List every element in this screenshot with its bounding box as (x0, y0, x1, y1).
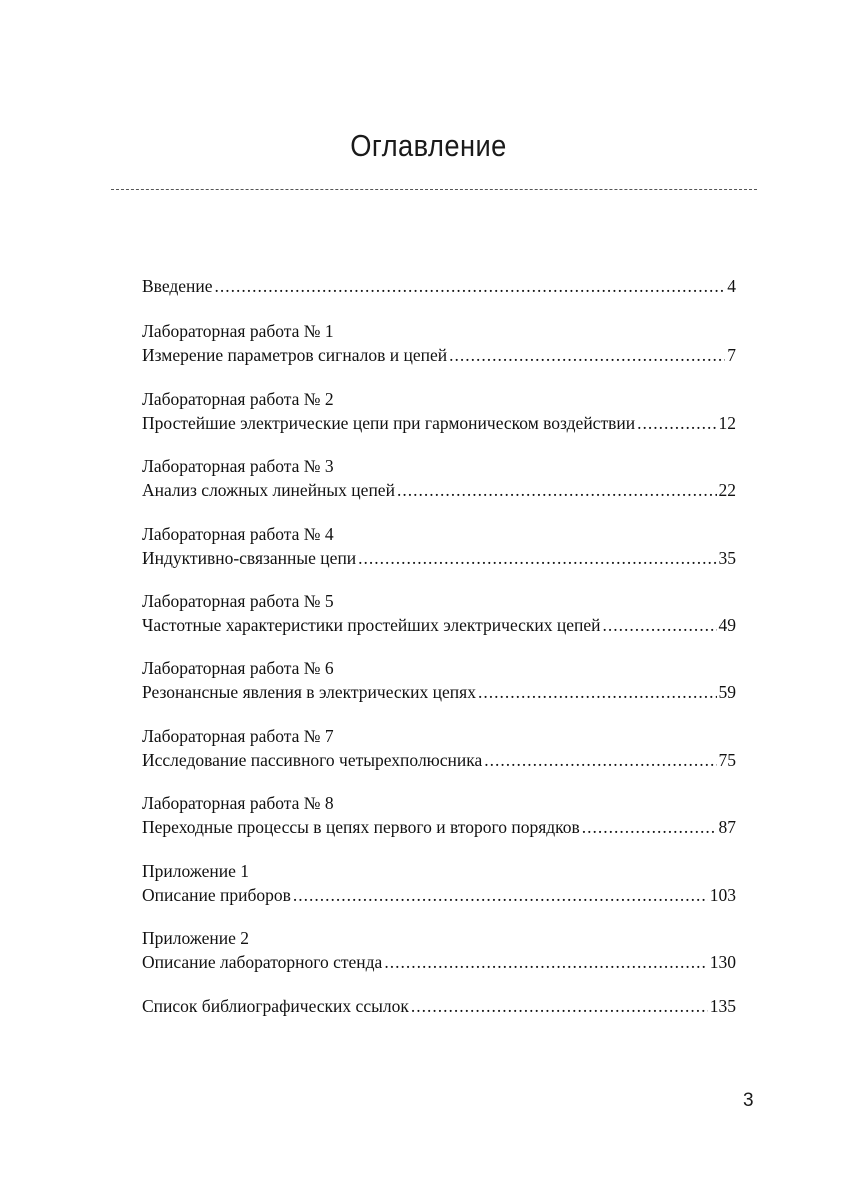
toc-page-number: 49 (718, 615, 736, 635)
toc-heading: Лабораторная работа № 3 (142, 456, 334, 476)
toc-heading: Лабораторная работа № 8 (142, 793, 334, 813)
toc-entry-label: Исследование пассивного четырехполюсника (142, 750, 483, 770)
toc-page-number: 103 (709, 885, 736, 905)
toc-entry-label: Описание лабораторного стенда (142, 952, 383, 972)
toc-heading: Лабораторная работа № 6 (142, 658, 334, 678)
toc-leader-dots (449, 344, 725, 366)
toc-page-number: 75 (718, 750, 736, 770)
toc-page-number: 12 (718, 413, 736, 433)
toc-item-introduction[interactable] (142, 275, 736, 297)
toc-entry-label: Список библиографических ссылок (142, 996, 409, 1016)
toc-heading: Приложение 1 (142, 861, 250, 881)
page-number: 3 (743, 1090, 754, 1111)
toc-entry-label: Анализ сложных линейных цепей (142, 480, 395, 500)
title-divider (111, 189, 757, 190)
page-title: Оглавление (350, 128, 507, 163)
toc-page-number: 87 (718, 817, 736, 837)
toc-heading: Приложение 2 (142, 928, 250, 948)
toc-heading: Лабораторная работа № 4 (142, 524, 334, 544)
toc-item-lab-3[interactable] (142, 455, 736, 501)
toc-leader-dots (637, 412, 716, 434)
toc-page-number: 35 (718, 548, 736, 568)
toc-leader-dots (411, 995, 708, 1017)
toc-item-lab-4[interactable] (142, 523, 736, 569)
toc-leader-dots (358, 547, 716, 569)
toc-item-lab-7[interactable] (142, 725, 736, 771)
toc-entry-label: Резонансные явления в электрических цепях (142, 682, 476, 702)
toc-page-number: 59 (718, 682, 736, 702)
toc-leader-dots (582, 816, 717, 838)
toc-leader-dots (215, 275, 726, 297)
toc-entry-label: Переходные процессы в цепях первого и второго порядков (142, 817, 580, 837)
toc-page-number: 22 (718, 480, 736, 500)
toc-item-lab-1[interactable] (142, 320, 736, 366)
toc-page-number: 135 (709, 996, 736, 1016)
toc-leader-dots (603, 614, 717, 636)
toc-leader-dots (384, 951, 707, 973)
toc-heading: Лабораторная работа № 2 (142, 389, 334, 409)
toc-leader-dots (484, 749, 716, 771)
toc-entry-label: Индуктивно-связанные цепи (142, 548, 357, 568)
toc-entry-label: Описание приборов (142, 885, 291, 905)
toc-item-appendix-1[interactable] (142, 860, 736, 906)
toc-item-lab-5[interactable] (142, 590, 736, 636)
toc-heading: Лабораторная работа № 5 (142, 591, 334, 611)
toc-entry-label: Частотные характеристики простейших электрических цепей (142, 615, 601, 635)
toc-entry-label: Введение (142, 276, 213, 296)
toc-heading: Лабораторная работа № 1 (142, 321, 334, 341)
toc-item-bibliography[interactable] (142, 995, 736, 1017)
toc-heading: Лабораторная работа № 7 (142, 726, 334, 746)
toc-item-lab-2[interactable] (142, 388, 736, 434)
toc-leader-dots (478, 681, 717, 703)
toc-entry-label: Измерение параметров сигналов и цепей (142, 345, 448, 365)
toc-item-appendix-2[interactable] (142, 927, 736, 973)
toc-page-number: 7 (727, 345, 736, 365)
toc-entry-label: Простейшие электрические цепи при гармоническом воздействии (142, 413, 636, 433)
toc-page-number: 4 (727, 276, 736, 296)
toc-leader-dots (293, 884, 708, 906)
toc-item-lab-6[interactable] (142, 657, 736, 703)
toc-page-number: 130 (709, 952, 736, 972)
toc-item-lab-8[interactable] (142, 792, 736, 838)
toc-leader-dots (397, 479, 717, 501)
